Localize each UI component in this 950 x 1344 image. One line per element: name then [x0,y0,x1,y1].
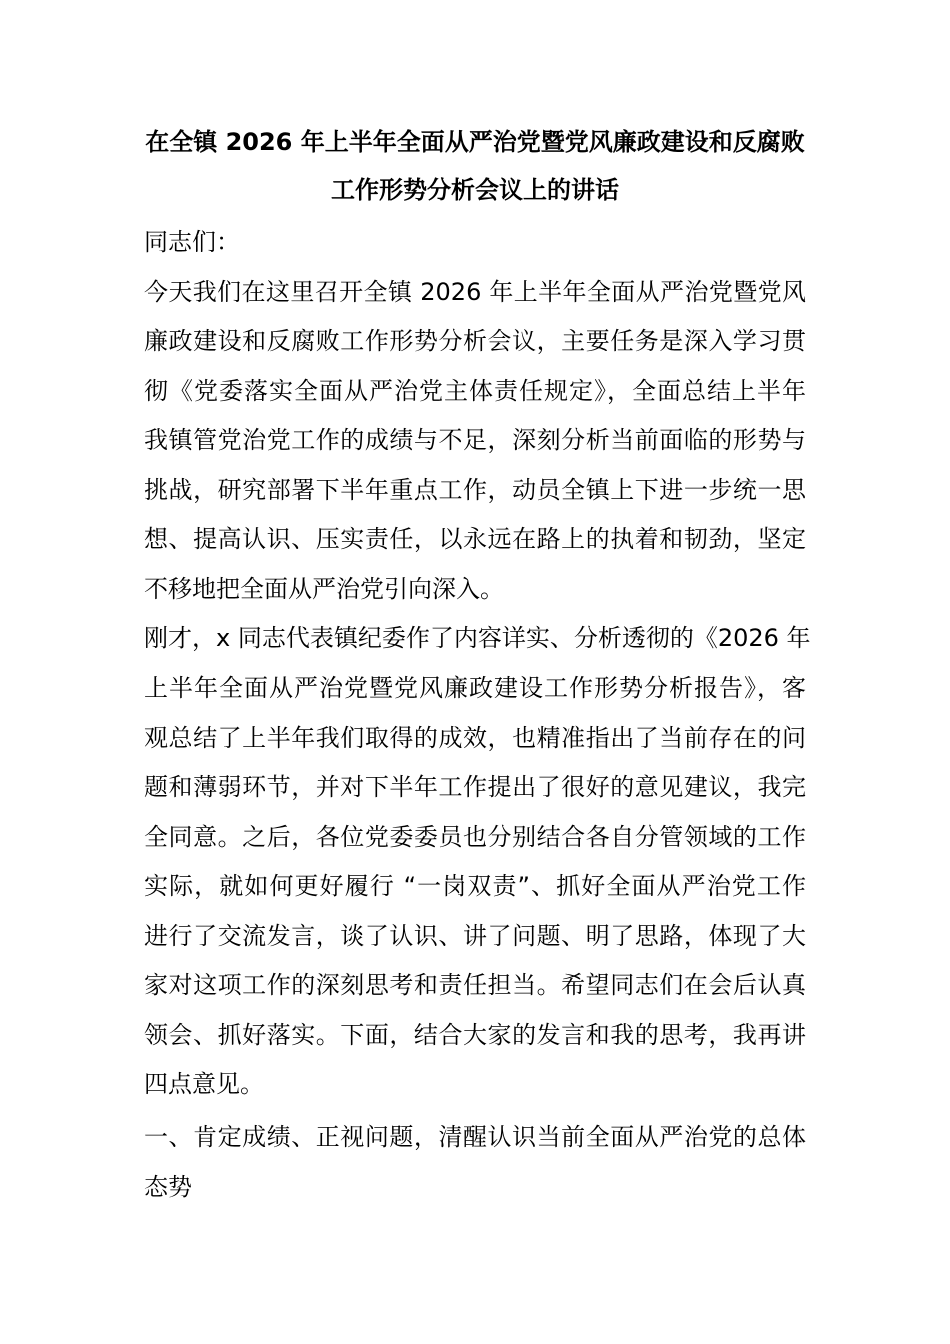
paragraph-2-line-6: 实际，就如何更好履行 “一岗双责”、抓好全面从严治党工作 [144,872,806,900]
paragraph-1-line-1: 今天我们在这里召开全镇 2026 年上半年全面从严治党暨党风 [144,278,806,306]
paragraph-2-line-9: 领会、抓好落实。下面，结合大家的发言和我的思考，我再讲 [144,1021,806,1049]
paragraph-2-line-10: 四点意见。 [144,1070,264,1098]
paragraph-2-line-1: 刚才，x 同志代表镇纪委作了内容详实、分析透彻的《2026 年 [144,624,811,652]
salutation: 同志们： [144,228,240,256]
paragraph-2-line-8: 家对这项工作的深刻思考和责任担当。希望同志们在会后认真 [144,971,806,999]
paragraph-1-line-3: 彻《党委落实全面从严治党主体责任规定》，全面总结上半年 [144,377,806,405]
paragraph-1-line-6: 想、提高认识、压实责任，以永远在路上的执着和韧劲，坚定 [144,525,806,553]
paragraph-1-line-4: 我镇管党治党工作的成绩与不足，深刻分析当前面临的形势与 [144,426,806,454]
paragraph-1-line-5: 挑战，研究部署下半年重点工作，动员全镇上下进一步统一思 [144,476,806,504]
section-1-heading-line-1: 一、肯定成绩、正视问题，清醒认识当前全面从严治党的总体 [144,1123,806,1151]
paragraph-2-line-2: 上半年全面从严治党暨党风廉政建设工作形势分析报告》，客 [144,674,806,702]
paragraph-2-line-7: 进行了交流发言，谈了认识、讲了问题、明了思路，体现了大 [144,922,806,950]
document-title-line-1: 在全镇 2026 年上半年全面从严治党暨党风廉政建设和反腐败 [145,128,805,156]
paragraph-1-line-2: 廉政建设和反腐败工作形势分析会议，主要任务是深入学习贯 [144,327,806,355]
section-1-heading-line-2: 态势 [144,1173,192,1201]
document-title-line-2: 工作形势分析会议上的讲话 [331,176,619,204]
paragraph-2-line-3: 观总结了上半年我们取得的成效，也精准指出了当前存在的问 [144,724,806,752]
paragraph-2-line-4: 题和薄弱环节，并对下半年工作提出了很好的意见建议，我完 [144,773,806,801]
paragraph-2-line-5: 全同意。之后，各位党委委员也分别结合各自分管领域的工作 [144,823,806,851]
paragraph-1-line-7: 不移地把全面从严治党引向深入。 [144,575,504,603]
